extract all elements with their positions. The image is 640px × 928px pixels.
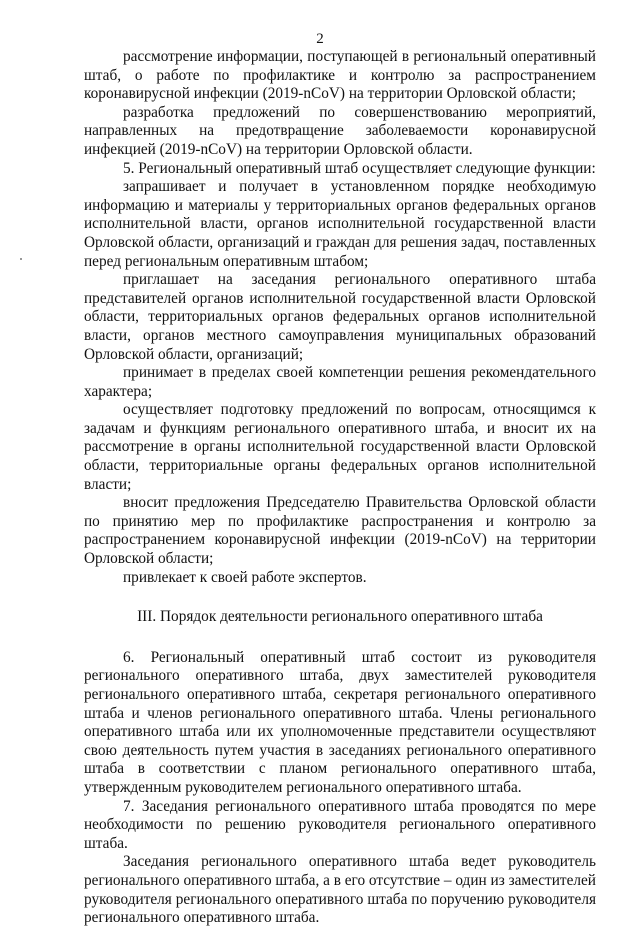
paragraph: 5. Региональный оперативный штаб осуществляет следующие функции:: [123, 159, 596, 177]
paragraph: рассмотрение информации, поступающей в региональный оперативный штаб, о работе по профилактике и контролю за распространением коронавирусной инфекции (2019-nCoV) на территории Орловской области;: [84, 48, 596, 103]
paragraph: Заседания регионального оперативного штаба ведет руководитель регионального оперативного штаба, а в его отсутствие – один из заместителей руководителя регионального оперативного штаба по поручению руководителя регионального оперативного штаба.: [84, 853, 596, 927]
paragraph: осуществляет подготовку предложений по вопросам, относящимся к задачам и функциям регионального оперативного штаба, и вносит их на рассмотрение в органы исполнительной государственной власти Орловской области, территориальные органы федеральных органов исполнительной власти;: [84, 401, 596, 493]
paragraph: 7. Заседания регионального оперативного штаба проводятся по мере необходимости по решению руководителя регионального оперативного штаба.: [84, 797, 596, 852]
section-title: III. Порядок деятельности регионального оперативного штаба: [137, 608, 543, 626]
page-number: 2: [316, 31, 324, 47]
paragraph: 6. Региональный оперативный штаб состоит из руководителя регионального оперативного штаба, двух заместителей руководителя регионального оперативного штаба, секретаря регионального оперативного штаба и членов регионального оперативного штаба. Члены регионального оперативного штаба или их уполномоченные представители осуществляют свою деятельность путем участия в заседаниях регионального оперативного штаба в соответствии с планом регионального оперативного штаба, утвержденным руководителем регионального оперативного штаба.: [84, 648, 596, 796]
scan-speck: [20, 258, 22, 260]
paragraph: привлекает к своей работе экспертов.: [123, 568, 367, 586]
paragraph: приглашает на заседания регионального оперативного штаба представителей органов исполнительной государственной власти Орловской области, территориальных органов федеральных органов исполнительной власти, органов местного самоуправления муниципальных образований Орловской области, организаций;: [84, 271, 596, 363]
paragraph: разработка предложений по совершенствованию мероприятий, направленных на предотвращение заболеваемости коронавирусной инфекцией (2019-nCoV) на территории Орловской области.: [84, 103, 596, 158]
paragraph: вносит предложения Председателю Правительства Орловской области по принятию мер по профилактике распространения и контролю за распространением коронавирусной инфекции (2019-nCoV) на территории Орловской области;: [84, 494, 596, 568]
document-body: [84, 48, 596, 928]
paragraph: принимает в пределах своей компетенции решения рекомендательного характера;: [84, 364, 596, 400]
paragraph: запрашивает и получает в установленном порядке необходимую информацию и материалы у территориальных органов федеральных органов исполнительной власти, органов исполнительной государственной власти Орловской области, организаций и граждан для решения задач, поставленных перед региональным оперативным штабом;: [84, 178, 596, 270]
